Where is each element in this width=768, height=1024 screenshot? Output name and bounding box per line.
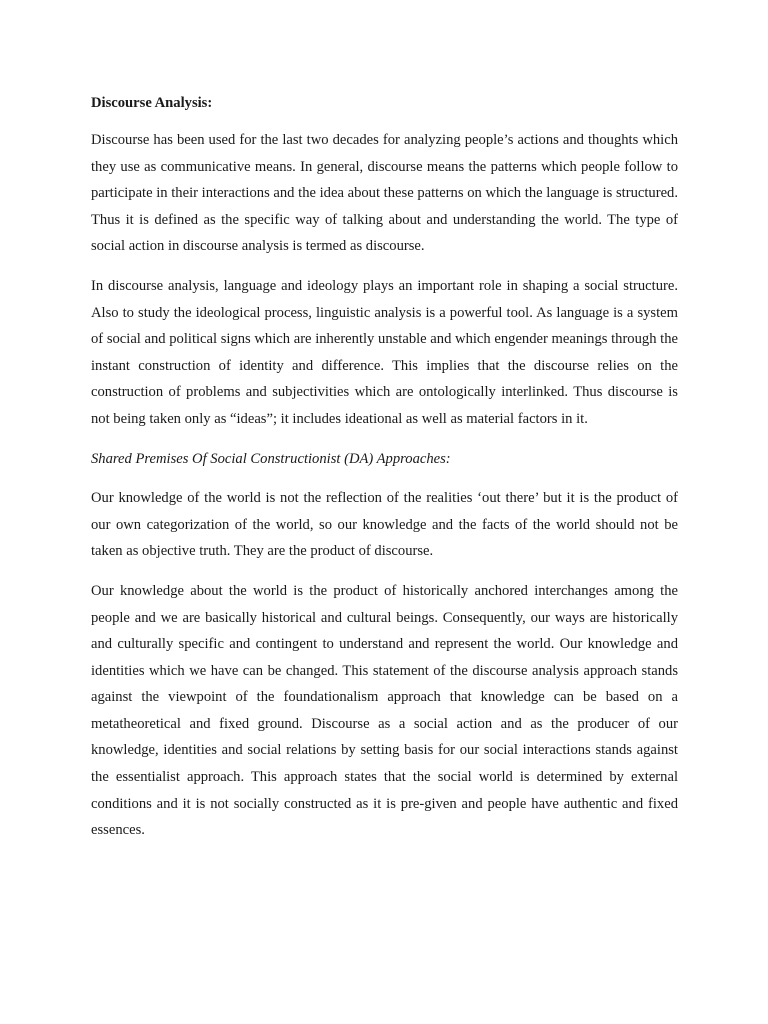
section-heading: Discourse Analysis: — [91, 95, 213, 111]
document-page — [91, 92, 678, 857]
section-subheading: Shared Premises Of Social Constructionist (DA) Approaches: — [91, 450, 451, 467]
paragraph-intro-1: Discourse has been used for the last two decades for analyzing people’s actions and thoughts which they use as communicative means. In general, discourse means the patterns which people follow to participate in their interactions and the idea about these patterns on which the language is structured. Thus it is defined as the specific way of talking about and understanding the world. The type of social action in discourse analysis is termed as discourse. — [91, 132, 678, 255]
paragraph-intro-2: In discourse analysis, language and ideology plays an important role in shaping a social structure. Also to study the ideological process, linguistic analysis is a powerful tool. As language is a system of social and political signs which are inherently unstable and which engender meanings through the instant construction of identity and difference. This implies that the discourse relies on the construction of problems and subjectivities which are ontologically interlinked. Thus discourse is not being taken only as “ideas”; it includes ideational as well as material factors in it. — [91, 277, 678, 427]
paragraph-premise-1: Our knowledge of the world is not the reflection of the realities ‘out there’ but it is the product of our own categorization of the world, so our knowledge and the facts of the world should not be taken as objective truth. They are the product of discourse. — [91, 490, 678, 560]
paragraph-premise-2: Our knowledge about the world is the product of historically anchored interchanges among the people and we are basically historical and cultural beings. Consequently, our ways are historically and culturally specific and contingent to understand and represent the world. Our knowledge and identities which we have can be changed. This statement of the discourse analysis approach stands against the viewpoint of the foundationalism approach that knowledge can be based on a metatheoretical and fixed ground. Discourse as a social action and as the producer of our knowledge, identities and social relations by setting basis for our social interactions stands against the essentialist approach. This approach states that the social world is determined by external conditions and it is not socially constructed as it is pre-given and people have authentic and fixed essences. — [91, 582, 678, 839]
